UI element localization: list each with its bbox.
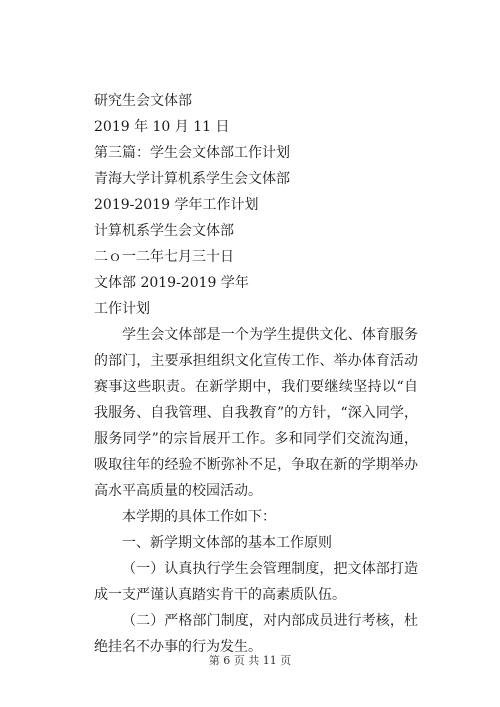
header-line-department: 计算机系学生会文体部: [94, 223, 234, 239]
paragraph-section-heading: 一、新学期文体部的基本工作原则: [122, 535, 332, 551]
paragraph-principle-2: （二）严格部门制度，对内部成员进行考核，杜绝挂名不办事的行为发生。: [94, 613, 418, 655]
header-line-academic-year: 文体部 2019-2019 学年: [94, 275, 249, 291]
paragraph-principle-1: （一）认真执行学生会管理制度，把文体部打造成一支严谨认真踏实肯干的高素质队伍。: [94, 561, 418, 603]
header-line-plan-title: 2019-2019 学年工作计划: [94, 197, 259, 213]
header-line-work-plan: 工作计划: [94, 301, 150, 317]
paragraph-work-list-intro: 本学期的具体工作如下：: [122, 509, 276, 525]
header-line-plan-date: 二ｏ一二年七月三十日: [94, 249, 234, 265]
header-line-date: 2019 年 10 月 11 日: [94, 119, 230, 135]
header-line-org: 研究生会文体部: [94, 93, 192, 109]
page-footer: 第 6 页 共 11 页: [208, 654, 292, 667]
header-line-section-title: 第三篇：学生会文体部工作计划: [94, 145, 290, 161]
header-line-university: 青海大学计算机系学生会文体部: [94, 171, 290, 187]
paragraph-intro: 学生会文体部是一个为学生提供文化、体育服务的部门，主要承担组织文化宣传工作、举办体育活动赛事这些职责。在新学期中，我们要继续坚持以“自我服务、自我管理、自我教育”的方针，“深入同学，服务同学”的宗旨展开工作。多和同学们交流沟通，吸取往年的经验不断弥补不足，争取在新的学期举办高水平高质量的校园活动。: [94, 327, 418, 499]
document-body: [94, 88, 418, 660]
